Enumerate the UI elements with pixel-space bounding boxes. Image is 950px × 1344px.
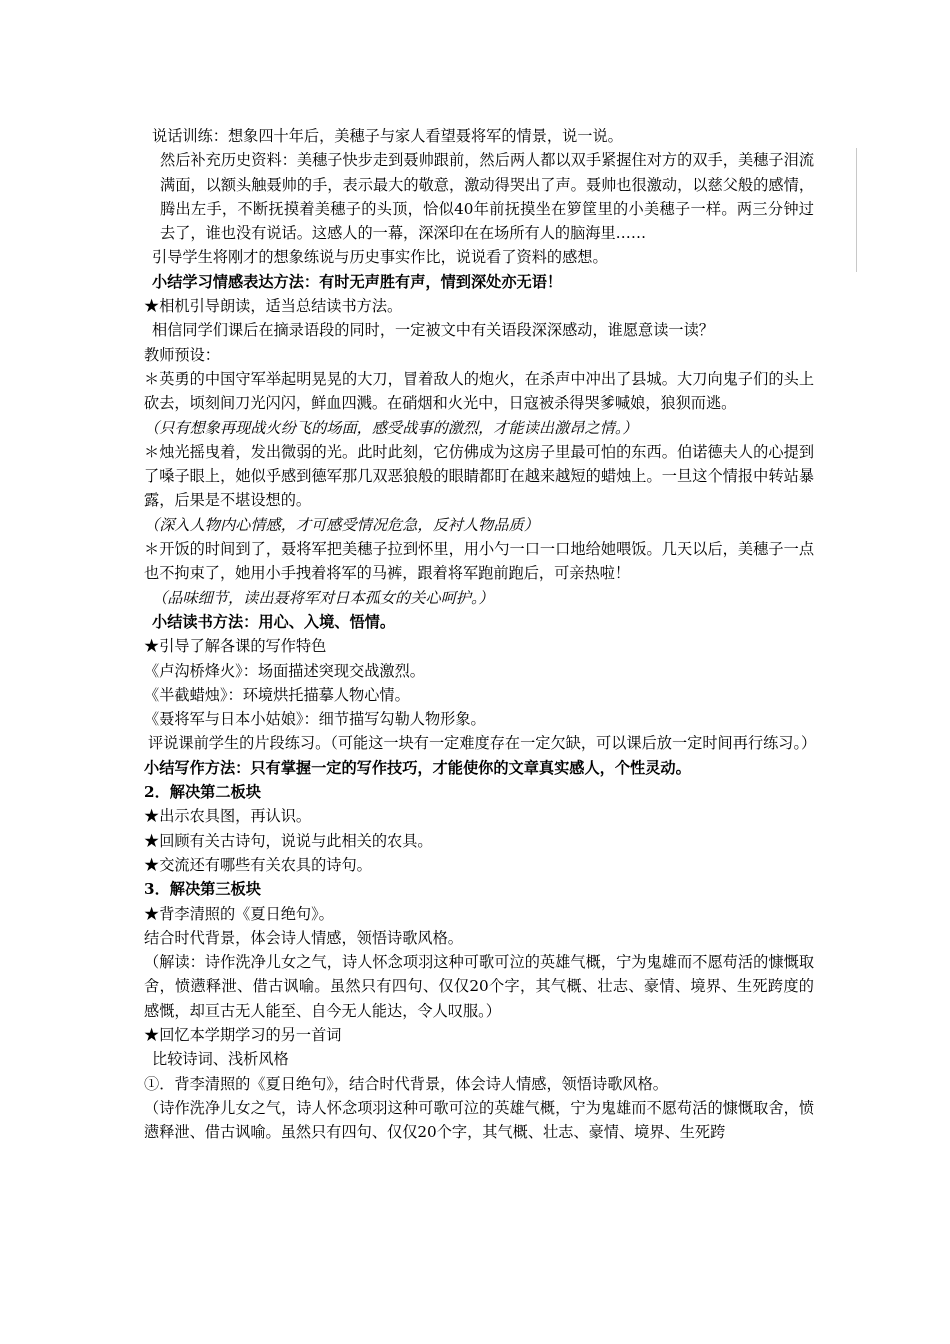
- item-farm-tools-picture: ★出示农具图，再认识。: [144, 807, 312, 826]
- feature-lugou-bridge: 《卢沟桥烽火》：场面描述突现交战激烈。: [144, 661, 425, 680]
- item-numbered-1: ①．背李清照的《夏日绝句》，结合时代背景，体会诗人情感，领悟诗歌风格。: [144, 1074, 668, 1093]
- heading-section-2: 2．解决第二板块: [144, 783, 261, 802]
- document-page: [144, 124, 817, 1144]
- paragraph-poem-analysis: （诗作洗净儿女之气，诗人怀念项羽这种可歌可泣的英雄气概，宁为鬼雄而不愿苟活的慷慨取舍，愤懑释泄、借古讽喻。虽然只有四句、仅仅20个字，其气概、壮志、豪情、境界、生死跨: [144, 1098, 814, 1142]
- paragraph-history-material: 然后补充历史资料：美穗子快步走到聂帅跟前，然后两人都以双手紧握住对方的双手，美穗子泪流满面，以额头触聂帅的手，表示最大的敬意，激动得哭出了声。聂帅也很激动，以慈父般的感情，腾出左手，不断抚摸着美穗子的头顶，恰似40年前抚摸坐在箩筐里的小美穗子一样。两三分钟过去了，谁也没有说话。这感人的一幕，深深印在在场所有人的脑海里……: [160, 151, 814, 243]
- item-writing-features: ★引导了解各课的写作特色: [144, 637, 327, 656]
- paragraph-review-practice: 评说课前学生的片段练习。（可能这一块有一定难度存在一定欠缺，可以课后放一定时间再行练习。）: [148, 734, 817, 753]
- heading-section-3: 3．解决第三板块: [144, 880, 261, 899]
- label-teacher-preset: 教师预设：: [144, 345, 220, 364]
- paragraph-reading-invite: 相信同学们课后在摘录语段的同时，一定被文中有关语段深深感动，谁愿意读一读？: [152, 321, 714, 340]
- item-guided-reading: ★相机引导朗读，适当总结读书方法。: [144, 297, 403, 316]
- paragraph-poem-context: 结合时代背景，体会诗人情感，领悟诗歌风格。: [144, 928, 463, 947]
- note-lugou-bridge: （只有想象再现战火纷飞的场面，感受战事的激烈，才能读出激昂之情。）: [144, 418, 638, 437]
- item-share-poems: ★交流还有哪些有关农具的诗句。: [144, 855, 372, 874]
- excerpt-lugou-bridge: ＊英勇的中国守军举起明晃晃的大刀，冒着敌人的炮火，在杀声中冲出了县城。大刀向鬼子们的头上砍去，顷刻间刀光闪闪，鲜血四溅。在硝烟和火光中，日寇被杀得哭爹喊娘，狼狈而逃。: [144, 369, 814, 413]
- feature-general-nie: 《聂将军与日本小姑娘》：细节描写勾勒人物形象。: [144, 710, 486, 729]
- margin-rule: [856, 148, 857, 272]
- summary-reading-method: 小结读书方法：用心、入境、悟情。: [152, 612, 395, 631]
- feature-half-candle: 《半截蜡烛》：环境烘托描摹人物心情。: [144, 685, 410, 704]
- note-half-candle: （深入人物内心情感，才可感受情况危急，反衬人物品质）: [144, 515, 539, 534]
- paragraph-speaking-practice: 说话训练：想象四十年后，美穗子与家人看望聂将军的情景，说一说。: [152, 127, 623, 145]
- summary-emotion-expression: 小结学习情感表达方法：有时无声胜有声，情到深处亦无语！: [152, 272, 563, 291]
- item-recall-ci: ★回忆本学期学习的另一首词: [144, 1025, 342, 1044]
- paragraph-compare-styles: 比较诗词、浅析风格: [152, 1050, 289, 1069]
- paragraph-poem-interpretation: （解读：诗作洗净儿女之气，诗人怀念项羽这种可歌可泣的英雄气概，宁为鬼雄而不愿苟活的慷慨取舍，愤懑释泄、借古讽喻。虽然只有四句、仅仅20个字，其气概、壮志、豪情、境界、生死跨度的感慨，却亘古无人能至、自今无人能达，令人叹服。）: [144, 953, 814, 1020]
- excerpt-general-nie: ＊开饭的时间到了，聂将军把美穗子拉到怀里，用小勺一口一口地给她喂饭。几天以后，美穗子一点也不拘束了，她用小手拽着将军的马裤，跟着将军跑前跑后，可亲热啦！: [144, 540, 814, 583]
- paragraph-compare-guide: 引导学生将刚才的想象练说与历史事实作比，说说看了资料的感想。: [152, 248, 608, 267]
- summary-writing-method: 小结写作方法：只有掌握一定的写作技巧，才能使你的文章真实感人，个性灵动。: [144, 758, 691, 777]
- note-general-nie: （品味细节，读出聂将军对日本孤女的关心呵护。）: [152, 588, 494, 607]
- item-review-poems: ★回顾有关古诗句，说说与此相关的农具。: [144, 831, 433, 850]
- excerpt-half-candle: ＊烛光摇曳着，发出微弱的光。此时此刻，它仿佛成为这房子里最可怕的东西。伯诺德夫人的心提到了嗓子眼上，她似乎感到德军那几双恶狼般的眼睛都盯在越来越短的蜡烛上。一旦这个情报中转站暴露，后果是不堪设想的。: [144, 442, 814, 510]
- item-recite-poem: ★背李清照的《夏日绝句》。: [144, 904, 334, 923]
